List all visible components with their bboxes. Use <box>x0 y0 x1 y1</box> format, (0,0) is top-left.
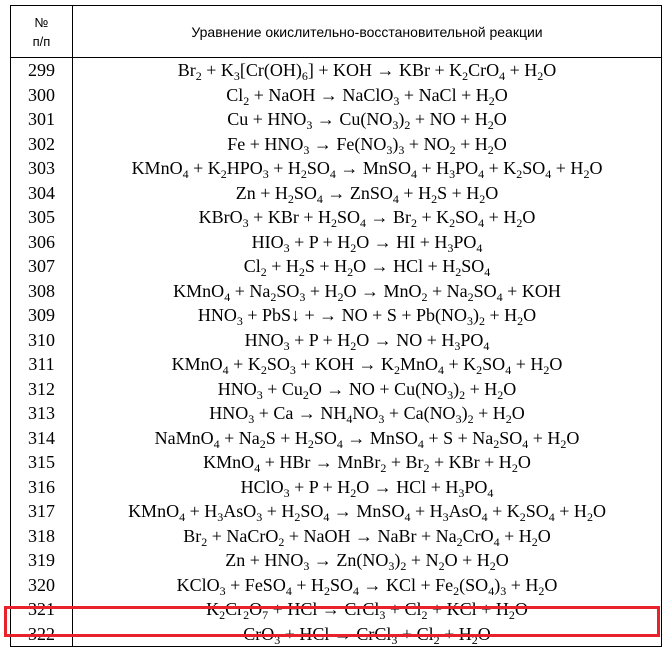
reaction-equation: $Zn + H_2SO_4$ → ZnSO$_4$ + $H_2S + H_2O$ <box>73 181 662 206</box>
table-row <box>11 328 662 353</box>
reaction-equation: KBrO$_3$ + KBr + $H_2SO_4 \to Br_2 + K_2SO_4 + H_2O$ <box>73 205 662 230</box>
reaction-equation: KMnO$_4$ + HBr → MnBr$_2$ + $Br_2$ + KBr + $H_2O$ <box>73 450 662 475</box>
reaction-equation: $K_2Cr_2O_7$ + HCl → CrCl$_3$ + $Cl_2$ + KCl + $H_2O$ <box>73 597 662 622</box>
table-row <box>11 254 662 279</box>
table-body <box>11 58 662 647</box>
row-number: 314 <box>11 426 73 451</box>
reaction-equation: NaMnO$_4$ + $Na_2S + H_2SO_4$ → MnSO$_4$ + $S + Na_2SO_4 + H_2O$ <box>73 426 662 451</box>
row-number: 321 <box>11 597 73 622</box>
row-number: 310 <box>11 328 73 353</box>
row-number: 307 <box>11 254 73 279</box>
row-number: 304 <box>11 181 73 206</box>
row-number: 301 <box>11 107 73 132</box>
table-header-row <box>11 6 662 58</box>
row-number: 306 <box>11 230 73 255</box>
row-number: 303 <box>11 156 73 181</box>
row-number: 317 <box>11 499 73 524</box>
table-row <box>11 107 662 132</box>
row-number: 311 <box>11 352 73 377</box>
row-number: 318 <box>11 524 73 549</box>
table-row <box>11 499 662 524</box>
reaction-equation: $Br_2 + K_3[Cr(OH)_6]$ + KOH → KBr + $K_2CrO_4 + H_2O$ <box>73 58 662 83</box>
row-number: 305 <box>11 205 73 230</box>
reaction-equation: $HNO_3 + Ca \to NH_4NO_3 + Ca(NO_3)_2 + H_2O$ <box>73 401 662 426</box>
table-row <box>11 181 662 206</box>
table-row <box>11 156 662 181</box>
reaction-equation: $Cl_2$ + NaOH → NaClO$_3$ + NaCl + $H_2O$ <box>73 83 662 108</box>
number-header-line1: № <box>34 14 49 30</box>
row-number: 313 <box>11 401 73 426</box>
table-row <box>11 230 662 255</box>
table-row <box>11 377 662 402</box>
reaction-equation: $Br_2$ + NaCrO$_2$ + NaOH → NaBr + $Na_2CrO_4 + H_2O$ <box>73 524 662 549</box>
column-header-equation: Уравнение окислительно-восстановительной реакции <box>73 6 662 58</box>
row-number: 316 <box>11 475 73 500</box>
reaction-equation: $Cl_2 + H_2S + H_2O$ → HCl + $H_2SO_4$ <box>73 254 662 279</box>
table-row <box>11 58 662 83</box>
row-number: 309 <box>11 303 73 328</box>
reaction-equation: KMnO$_4$ + $K_2SO_3$ + KOH → $K_2MnO_4 + K_2SO_4 + H_2O$ <box>73 352 662 377</box>
reaction-equation: $Cu + HNO_3 \to Cu(NO_3)_2$ + NO + $H_2O$ <box>73 107 662 132</box>
number-header-line2: п/п <box>32 33 51 49</box>
reaction-equation: KMnO$_4$ + $Na_2SO_3 + H_2O \to MnO_2 + Na_2SO_4$ + KOH <box>73 279 662 304</box>
table-row <box>11 83 662 108</box>
table-row <box>11 205 662 230</box>
table-row <box>11 132 662 157</box>
table-row <box>11 279 662 304</box>
table-row <box>11 450 662 475</box>
row-number: 315 <box>11 450 73 475</box>
table-row <box>11 401 662 426</box>
row-number: 312 <box>11 377 73 402</box>
row-number: 322 <box>11 622 73 647</box>
reaction-equation: $HNO_3$ + PbS↓ + → NO + $S + Pb(NO_3)_2 + H_2O$ <box>73 303 662 328</box>
reaction-equation: KClO$_3$ + FeSO$_4$ + $H_2SO_4$ → KCl + $Fe_2(SO_4)_3 + H_2O$ <box>73 573 662 598</box>
reaction-equation: $Fe + HNO_3 \to Fe(NO_3)_3 + NO_2 + H_2O$ <box>73 132 662 157</box>
reaction-equation: $HNO_3 + Cu_2O$ → NO + $Cu(NO_3)_2 + H_2O$ <box>73 377 662 402</box>
table-row <box>11 524 662 549</box>
table-row <box>11 622 662 647</box>
row-number: 308 <box>11 279 73 304</box>
row-number: 299 <box>11 58 73 83</box>
reaction-equation: $Zn + HNO_3 \to Zn(NO_3)_2 + N_2O + H_2O$ <box>73 548 662 573</box>
table-row <box>11 303 662 328</box>
reaction-equation: KMnO$_4$ + $K_2HPO_3 + H_2SO_4$ → MnSO$_4$ + $H_3PO_4 + K_2SO_4 + H_2O$ <box>73 156 662 181</box>
table-row <box>11 597 662 622</box>
reaction-table-container <box>10 5 662 647</box>
row-number: 320 <box>11 573 73 598</box>
reaction-equation: CrO$_3$ + HCl → CrCl$_3$ + $Cl_2 + H_2O$ <box>73 622 662 647</box>
table-row <box>11 352 662 377</box>
row-number: 300 <box>11 83 73 108</box>
reaction-equation: HClO$_3$ + $P + H_2O$ → HCl + $H_3PO_4$ <box>73 475 662 500</box>
table-row <box>11 475 662 500</box>
reaction-equation: $HNO_3 + P + H_2O$ → NO + $H_3PO_4$ <box>73 328 662 353</box>
table-row <box>11 548 662 573</box>
reaction-equation: $HIO_3 + P + H_2O$ → HI + $H_3PO_4$ <box>73 230 662 255</box>
table-row <box>11 573 662 598</box>
column-header-number <box>11 6 73 58</box>
row-number: 319 <box>11 548 73 573</box>
row-number: 302 <box>11 132 73 157</box>
reaction-equation: KMnO$_4$ + $H_3AsO_3 + H_2SO_4$ → MnSO$_4$ + $H_3AsO_4 + K_2SO_4 + H_2O$ <box>73 499 662 524</box>
reaction-table <box>10 5 662 647</box>
table-row <box>11 426 662 451</box>
